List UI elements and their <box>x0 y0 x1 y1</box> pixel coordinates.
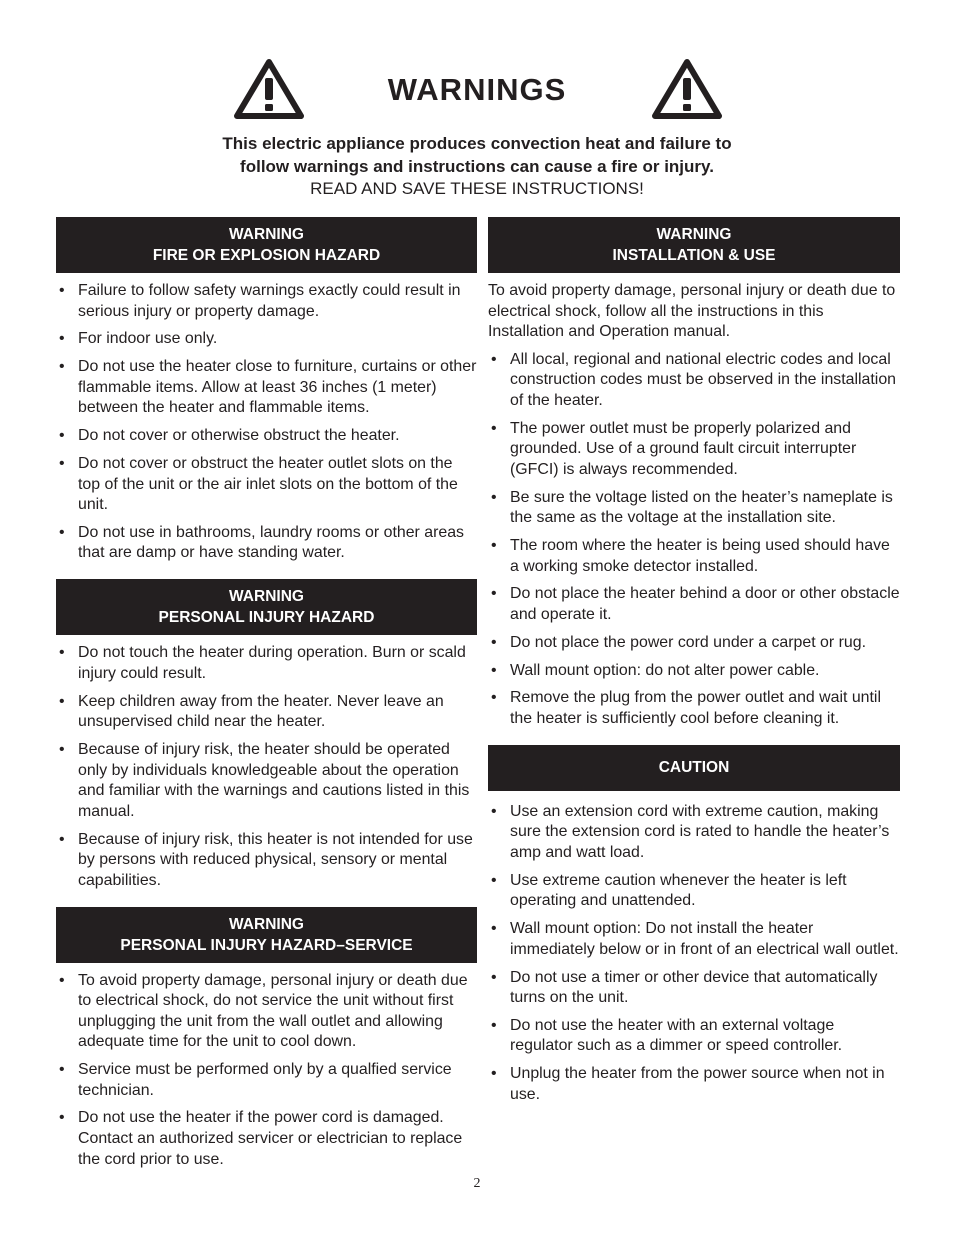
bullet-list <box>56 643 477 891</box>
page-number: 2 <box>473 1176 481 1191</box>
list-item: • The room where the heater is being used should have a working smoke detector installed. <box>488 536 900 577</box>
right-column <box>488 217 900 1113</box>
intro-line-1: This electric appliance produces convection heat and failure to <box>222 134 732 153</box>
section-heading-line: PERSONAL INJURY HAZARD <box>158 609 375 627</box>
section-heading-line: WARNING <box>656 226 732 243</box>
list-item: • Do not use the heater close to furniture, curtains or other flammable items. Allow at least 36 inches (1 meter) between the heater and flammable items. <box>56 357 477 419</box>
list-item: • Do not cover or otherwise obstruct the heater. <box>56 426 477 447</box>
list-item: • Do not use the heater with an external voltage regulator such as a dimmer or speed controller. <box>488 1016 900 1057</box>
list-item: • All local, regional and national electric codes and local construction codes must be observed in the installation of the heater. <box>488 350 900 412</box>
list-item: • Unplug the heater from the power source when not in use. <box>488 1064 900 1105</box>
intro-text <box>0 133 954 201</box>
section-heading-line: CAUTION <box>658 758 730 776</box>
section-heading-caution <box>488 745 900 791</box>
list-item: • To avoid property damage, personal injury or death due to electrical shock, do not service the unit without first unplugging the unit from the wall outlet and allowing adequate time for the unit to cool down. <box>56 971 477 1053</box>
intro-line-3: READ AND SAVE THESE INSTRUCTIONS! <box>310 179 644 198</box>
list-item: • Use an extension cord with extreme caution, making sure the extension cord is rated to handle the heater’s amp and watt load. <box>488 802 900 864</box>
section-heading-line: WARNING <box>229 915 304 933</box>
list-item: • Remove the plug from the power outlet and wait until the heater is sufficiently cool before cleaning it. <box>488 688 900 729</box>
bullet-list <box>56 971 477 1171</box>
list-item: • Use extreme caution whenever the heater is left operating and unattended. <box>488 871 900 912</box>
list-item: • Wall mount option: do not alter power cable. <box>488 661 900 682</box>
warning-triangle-icon <box>652 58 722 120</box>
list-item: • Be sure the voltage listed on the heater’s nameplate is the same as the voltage at the installation site. <box>488 488 900 529</box>
list-item: • Do not use in bathrooms, laundry rooms or other areas that are damp or have standing water. <box>56 523 477 564</box>
list-item: • Do not cover or obstruct the heater outlet slots on the top of the unit or the air inlet slots on the bottom of the unit. <box>56 454 477 516</box>
section-heading-line: INSTALLATION & USE <box>612 247 776 264</box>
section-heading-personal-injury <box>56 579 477 635</box>
bullet-list <box>488 802 900 1106</box>
section-body-installation <box>488 273 900 730</box>
section-heading-line: WARNING <box>229 226 304 243</box>
list-item: • Because of injury risk, the heater should be operated only by individuals knowledgeable about the operation and familiar with the warnings and cautions listed in this manual. <box>56 740 477 822</box>
list-item: • Wall mount option: Do not install the heater immediately below or in front of an electrical wall outlet. <box>488 919 900 960</box>
section-body-caution <box>488 791 900 1106</box>
bullet-list <box>56 281 477 564</box>
list-item: • Failure to follow safety warnings exactly could result in serious injury or property damage. <box>56 281 477 322</box>
bullet-list <box>488 350 900 730</box>
list-item: • Do not touch the heater during operation. Burn or scald injury could result. <box>56 643 477 684</box>
section-body-fire <box>56 273 477 564</box>
list-item: • Because of injury risk, this heater is not intended for use by persons with reduced physical, sensory or mental capabilities. <box>56 830 477 892</box>
list-item: • Keep children away from the heater. Never leave an unsupervised child near the heater. <box>56 692 477 733</box>
page-title: WARNINGS <box>387 72 567 107</box>
list-item: • For indoor use only. <box>56 329 477 350</box>
page-header <box>0 58 954 122</box>
section-heading-fire <box>56 217 477 273</box>
warning-triangle-icon <box>234 58 304 120</box>
section-heading-line: PERSONAL INJURY HAZARD–SERVICE <box>120 936 413 954</box>
list-item: • Service must be performed only by a qualfied service technician. <box>56 1060 477 1101</box>
section-heading-line: WARNING <box>229 588 304 606</box>
section-heading-service <box>56 907 477 963</box>
section-body-service <box>56 963 477 1171</box>
list-item: • Do not place the power cord under a carpet or rug. <box>488 633 900 654</box>
left-column <box>56 217 477 1177</box>
section-heading-line: FIRE OR EXPLOSION HAZARD <box>152 247 381 264</box>
list-item: • Do not place the heater behind a door or other obstacle and operate it. <box>488 584 900 625</box>
installation-intro: To avoid property damage, personal injury or death due to electrical shock, follow all the instructions in this Installation and Operation manual. <box>488 282 896 341</box>
list-item: • The power outlet must be properly polarized and grounded. Use of a ground fault circuit interrupter (GFCI) is always recommended. <box>488 419 900 481</box>
section-heading-installation <box>488 217 900 273</box>
intro-line-2: follow warnings and instructions can cause a fire or injury. <box>240 156 714 176</box>
section-body-personal-injury <box>56 635 477 891</box>
list-item: • Do not use a timer or other device that automatically turns on the unit. <box>488 968 900 1009</box>
list-item: • Do not use the heater if the power cord is damaged. Contact an authorized servicer or electrician to replace the cord prior to use. <box>56 1108 477 1170</box>
